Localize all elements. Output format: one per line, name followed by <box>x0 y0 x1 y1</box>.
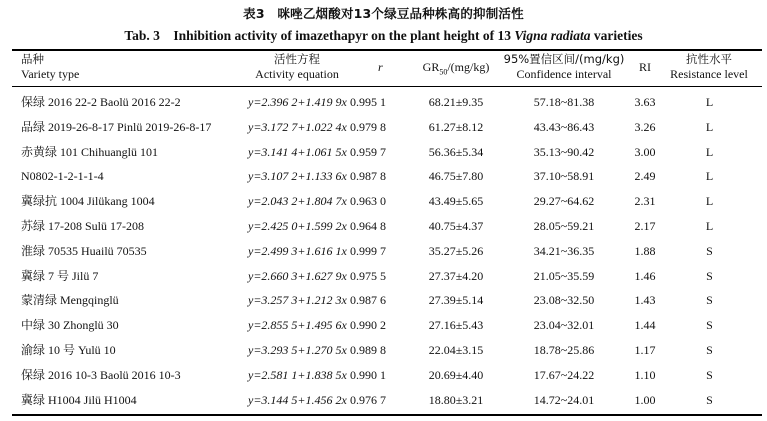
header-gr50-sub: 50 <box>439 67 448 77</box>
resistance-level-cell: S <box>706 318 713 333</box>
header-resistance-en: Resistance level <box>670 67 748 81</box>
resistance-level-cell: L <box>705 95 714 109</box>
confidence-interval-cell: 23.08~32.50 <box>533 293 595 308</box>
gr50-cell: 40.75±4.37 <box>428 219 484 233</box>
title-en-prefix: Tab. 3 Inhibition activity of imazethapyr on the plant height of 13 <box>124 28 515 43</box>
r-cell: 0.979 8 <box>350 119 386 134</box>
variety-cell: 赤黄绿 101 Chihuanglü 101 <box>21 144 158 159</box>
r-cell: 0.995 1 <box>350 95 386 109</box>
confidence-interval-cell: 35.13~90.42 <box>533 144 595 159</box>
variety-cell: 冀绿 7 号 Jilü 7 <box>21 268 99 283</box>
header-equation-cn: 活性方程 <box>274 52 320 66</box>
ri-cell: 3.63 <box>634 95 656 109</box>
equation-cell: y=2.660 3+1.627 9x <box>248 268 347 283</box>
confidence-interval-cell: 21.05~35.59 <box>533 268 595 283</box>
equation-cell: y=3.141 4+1.061 5x <box>248 144 347 159</box>
equation-cell: y=2.396 2+1.419 9x <box>248 95 347 109</box>
confidence-interval-cell: 29.27~64.62 <box>533 194 595 209</box>
resistance-level-cell: S <box>706 293 713 308</box>
header-resistance <box>664 52 754 82</box>
r-cell: 0.990 2 <box>350 318 386 333</box>
resistance-level-cell: S <box>706 392 713 407</box>
ri-cell: 1.88 <box>634 243 656 258</box>
gr50-cell: 43.49±5.65 <box>428 194 484 209</box>
ri-cell: 1.17 <box>634 343 656 357</box>
variety-cell: 品绿 2019-26-8-17 Pinlü 2019-26-8-17 <box>21 119 212 134</box>
r-cell: 0.976 7 <box>350 392 386 407</box>
gr50-cell: 27.39±5.14 <box>428 293 484 308</box>
variety-cell: 渝绿 10 号 Yulü 10 <box>21 343 116 357</box>
variety-cell: 中绿 30 Zhonglü 30 <box>21 318 119 333</box>
r-cell: 0.959 7 <box>350 144 386 159</box>
gr50-cell: 56.36±5.34 <box>428 144 484 159</box>
table-row <box>12 115 762 140</box>
table-row <box>12 164 762 189</box>
confidence-interval-cell: 37.10~58.91 <box>533 169 595 184</box>
variety-cell: 保绿 2016 10-3 Baolü 2016 10-3 <box>21 367 181 382</box>
header-variety-cn: 品种 <box>21 52 44 66</box>
header-equation <box>242 52 352 82</box>
r-cell: 0.987 6 <box>350 293 386 308</box>
equation-cell: y=2.855 5+1.495 6x <box>248 318 347 333</box>
ri-cell: 2.31 <box>634 194 656 209</box>
header-gr50-suffix: /(mg/kg) <box>447 60 490 74</box>
ri-cell: 1.00 <box>634 392 656 407</box>
r-cell: 0.999 7 <box>350 243 386 258</box>
gr50-cell: 35.27±5.26 <box>428 243 484 258</box>
header-variety <box>21 52 79 82</box>
header-rule <box>12 86 762 87</box>
ri-cell: 1.10 <box>634 367 656 382</box>
variety-cell: 保绿 2016 22-2 Baolü 2016 22-2 <box>21 95 181 109</box>
gr50-cell: 18.80±3.21 <box>428 392 484 407</box>
gr50-cell: 46.75±7.80 <box>428 169 484 184</box>
gr50-cell: 61.27±8.12 <box>428 119 484 134</box>
variety-cell: 苏绿 17-208 Sulü 17-208 <box>21 219 145 233</box>
header-r: r <box>378 60 383 74</box>
table-row <box>12 388 762 413</box>
header-ci-en: Confidence interval <box>516 67 612 81</box>
equation-cell: y=2.581 1+1.838 5x <box>248 367 347 382</box>
title-en-suffix: varieties <box>590 28 643 43</box>
ri-cell: 2.17 <box>634 219 656 233</box>
table-row <box>12 363 762 388</box>
header-equation-en: Activity equation <box>255 67 339 81</box>
r-cell: 0.989 8 <box>350 343 386 357</box>
confidence-interval-cell: 14.72~24.01 <box>533 392 595 407</box>
confidence-interval-cell: 23.04~32.01 <box>533 318 595 333</box>
resistance-level-cell: L <box>705 119 714 134</box>
header-ci <box>496 52 632 82</box>
header-ri: RI <box>639 60 651 74</box>
resistance-level-cell: L <box>705 169 714 184</box>
resistance-level-cell: S <box>706 243 713 258</box>
ri-cell: 1.43 <box>634 293 656 308</box>
table-title-cn: 表3 咪唑乙烟酸对13个绿豆品种株高的抑制活性 <box>243 6 524 21</box>
gr50-cell: 27.16±5.43 <box>428 318 484 333</box>
gr50-cell: 27.37±4.20 <box>428 268 484 283</box>
table-row <box>12 338 762 363</box>
header-ci-cn: 95%置信区间/(mg/kg) <box>503 52 625 66</box>
gr50-cell: 68.21±9.35 <box>428 95 484 109</box>
gr50-cell: 22.04±3.15 <box>428 343 484 357</box>
equation-cell: y=3.293 5+1.270 5x <box>248 343 347 357</box>
variety-cell: 淮绿 70535 Huailü 70535 <box>21 243 147 258</box>
table-row <box>12 189 762 214</box>
confidence-interval-cell: 43.43~86.43 <box>533 119 595 134</box>
title-en-species: Vigna radiata <box>514 28 591 43</box>
equation-cell: y=2.499 3+1.616 1x <box>248 243 347 258</box>
table-row <box>12 288 762 313</box>
confidence-interval-cell: 17.67~24.22 <box>533 367 595 382</box>
resistance-level-cell: L <box>705 194 714 209</box>
resistance-level-cell: S <box>706 343 713 357</box>
variety-cell: 蒙清绿 Mengqinglü <box>21 293 119 308</box>
equation-cell: y=2.043 2+1.804 7x <box>248 194 347 209</box>
r-cell: 0.987 8 <box>350 169 386 184</box>
ri-cell: 2.49 <box>634 169 656 184</box>
header-resistance-cn: 抗性水平 <box>686 52 732 66</box>
table-row <box>12 140 762 165</box>
r-cell: 0.963 0 <box>350 194 386 209</box>
header-variety-en: Variety type <box>21 67 80 81</box>
resistance-level-cell: L <box>705 144 714 159</box>
table-title-en <box>0 24 767 44</box>
equation-cell: y=3.144 5+1.456 2x <box>248 392 347 407</box>
ri-cell: 3.26 <box>634 119 656 134</box>
table-row <box>12 264 762 289</box>
confidence-interval-cell: 34.21~36.35 <box>533 243 595 258</box>
ri-cell: 1.46 <box>634 268 656 283</box>
table-row <box>12 313 762 338</box>
equation-cell: y=3.172 7+1.022 4x <box>248 119 347 134</box>
table-row <box>12 90 762 115</box>
header-gr50-prefix: GR <box>422 60 440 74</box>
r-cell: 0.975 5 <box>350 268 386 283</box>
table-row <box>12 214 762 239</box>
resistance-level-cell: L <box>705 219 714 233</box>
ri-cell: 1.44 <box>634 318 656 333</box>
confidence-interval-cell: 57.18~81.38 <box>533 95 595 109</box>
equation-cell: y=2.425 0+1.599 2x <box>248 219 347 233</box>
bottom-rule <box>12 414 762 416</box>
top-rule <box>12 49 762 51</box>
confidence-interval-cell: 28.05~59.21 <box>533 219 595 233</box>
r-cell: 0.990 1 <box>350 367 386 382</box>
confidence-interval-cell: 18.78~25.86 <box>533 343 595 357</box>
resistance-level-cell: S <box>706 268 713 283</box>
r-cell: 0.964 8 <box>350 219 386 233</box>
header-gr50 <box>411 60 501 79</box>
equation-cell: y=3.257 3+1.212 3x <box>248 293 347 308</box>
variety-cell: 冀绿抗 1004 Jilükang 1004 <box>21 194 155 209</box>
variety-cell: 冀绿 H1004 Jilü H1004 <box>21 392 137 407</box>
equation-cell: y=3.107 2+1.133 6x <box>248 169 347 184</box>
gr50-cell: 20.69±4.40 <box>428 367 484 382</box>
resistance-level-cell: S <box>706 367 713 382</box>
table-row <box>12 239 762 264</box>
ri-cell: 3.00 <box>634 144 656 159</box>
variety-cell: N0802-1-2-1-1-4 <box>21 169 104 184</box>
